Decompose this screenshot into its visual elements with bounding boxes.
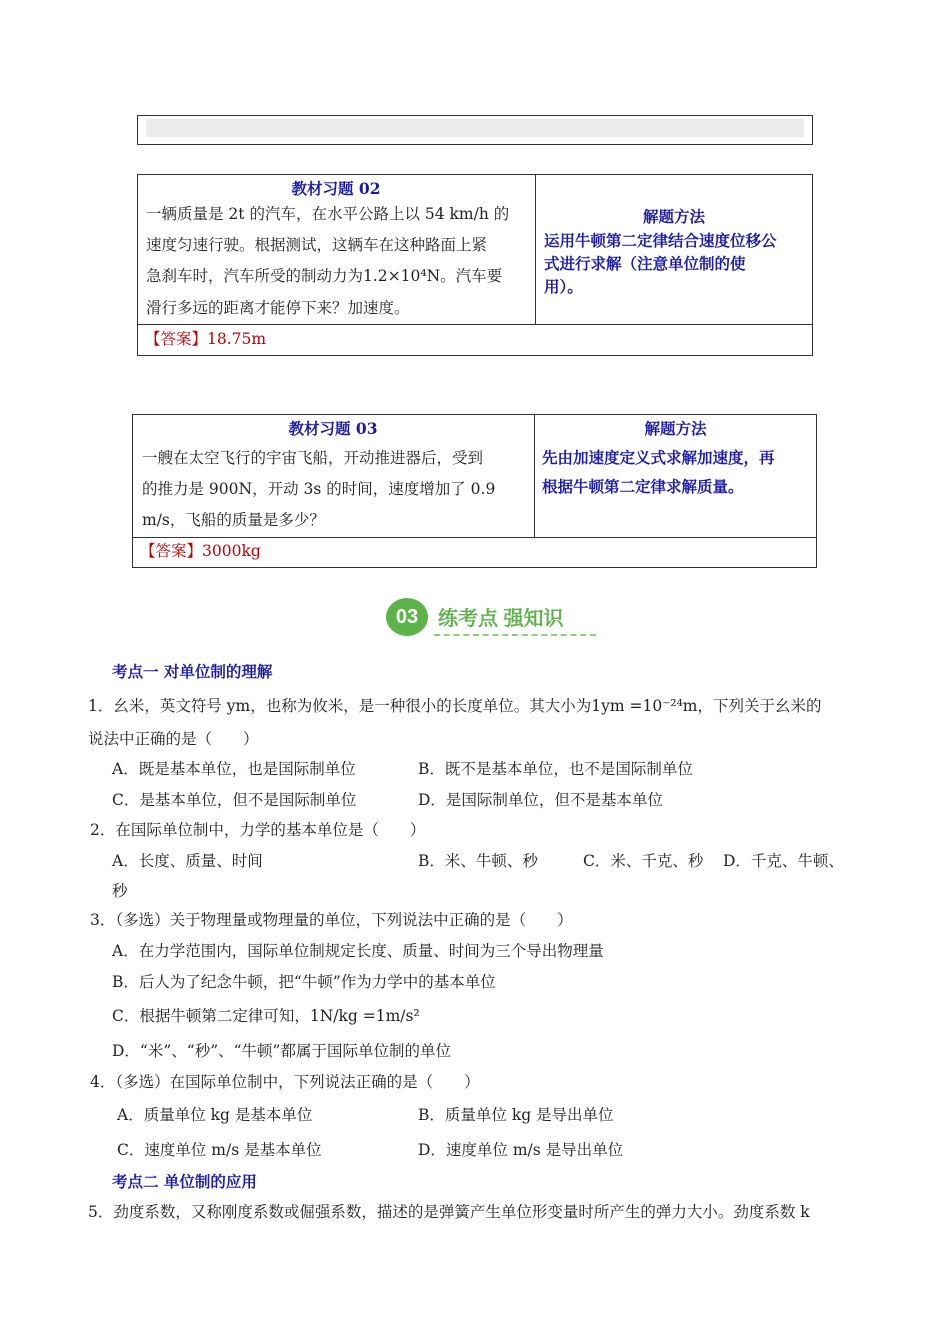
top-empty-box [137, 115, 813, 145]
knowledge-point-2-heading: 考点二 单位制的应用 [112, 1172, 257, 1191]
question-1-option-a: A．既是基本单位，也是国际制单位 [112, 760, 356, 778]
exercise-02-method-title: 解题方法 [642, 207, 705, 226]
question-3-stem: 3．（多选）关于物理量或物理量的单位，下列说法中正确的是（ ） [90, 911, 573, 929]
exercise-03-method-line: 根据牛顿第二定律求解质量。 [542, 477, 744, 496]
question-1-stem: 1．幺米，英文符号 ym，也称为攸米，是一种很小的长度单位。其大小为1ym =10⁻²⁴m，下列关于幺米的 [88, 697, 822, 715]
exercise-02-method-line: 式进行求解（注意单位制的使 [544, 254, 746, 273]
exercise-03-method-line: 先由加速度定义式求解加速度，再 [542, 448, 775, 467]
exercise-02-answer: 【答案】18.75m [145, 330, 267, 348]
exercise-02-method-line: 运用牛顿第二定律结合速度位移公 [544, 231, 777, 250]
exercise-02-question-line: 急刹车时，汽车所受的制动力为1.2×10⁴N。汽车要 [146, 267, 503, 285]
question-5-stem: 5．劲度系数，又称刚度系数或倔强系数，描述的是弹簧产生单位形变量时所产生的弹力大小。劲度系数 k [88, 1203, 810, 1221]
section-banner-underline [434, 634, 596, 636]
exercise-02-method-line: 用）。 [544, 277, 583, 296]
exercise-03-method-title: 解题方法 [644, 419, 707, 438]
question-4-option-a: A．质量单位 kg 是基本单位 [117, 1106, 313, 1124]
exercise-02-question-line: 一辆质量是 2t 的汽车，在水平公路上以 54 km/h 的 [146, 205, 510, 223]
exercise-03-question-line: m/s，飞船的质量是多少？ [142, 511, 325, 529]
question-2-option-a: A．长度、质量、时间 [112, 852, 263, 870]
question-4-option-d: D．速度单位 m/s 是导出单位 [418, 1141, 624, 1159]
question-2-option-d: D．千克、牛顿、 [723, 852, 844, 870]
exercise-02-question-line: 滑行多远的距离才能停下来？加速度。 [146, 299, 410, 317]
question-2-stem: 2．在国际单位制中，力学的基本单位是（ ） [90, 821, 426, 839]
question-4-option-b: B．质量单位 kg 是导出单位 [418, 1106, 614, 1124]
question-2-option-c: C．米、千克、秒 [583, 852, 704, 870]
section-number: 03 [395, 606, 419, 628]
question-1-option-c: C．是基本单位，但不是国际制单位 [112, 791, 357, 809]
question-3-option-b: B．后人为了纪念牛顿，把“牛顿”作为力学中的基本单位 [112, 973, 496, 991]
exercise-03-divider-horizontal [133, 537, 816, 538]
question-3-option-d: D．“米”、“秒”、“牛顿”都属于国际单位制的单位 [112, 1042, 451, 1060]
exercise-02-divider-vertical [535, 175, 536, 325]
question-4-stem: 4．（多选）在国际单位制中，下列说法正确的是（ ） [90, 1073, 480, 1091]
question-2-option-b: B．米、牛顿、秒 [418, 852, 538, 870]
exercise-02-divider-horizontal [138, 324, 812, 325]
exercise-03-question-line: 一艘在太空飞行的宇宙飞船，开动推进器后，受到 [142, 449, 484, 467]
section-banner-text: 练考点 强知识 [438, 608, 564, 630]
question-3-option-c: C．根据牛顿第二定律可知，1N/kg =1m/s² [112, 1007, 420, 1025]
question-2-option-d-cont: 秒 [112, 882, 128, 900]
exercise-03-question-line: 的推力是 900N，开动 3s 的时间，速度增加了 0.9 [142, 480, 496, 498]
exercise-03-title: 教材习题 03 [288, 419, 378, 438]
knowledge-point-1-heading: 考点一 对单位制的理解 [112, 662, 273, 681]
question-3-option-a: A．在力学范围内，国际单位制规定长度、质量、时间为三个导出物理量 [112, 942, 604, 960]
question-1-option-b: B．既不是基本单位，也不是国际制单位 [418, 760, 693, 778]
question-1-stem-cont: 说法中正确的是（ ） [88, 730, 259, 748]
top-box-shading [146, 119, 804, 137]
section-banner [386, 598, 598, 640]
question-1-option-d: D．是国际制单位，但不是基本单位 [418, 791, 663, 809]
exercise-03-answer: 【答案】3000kg [140, 542, 261, 560]
exercise-02-title: 教材习题 02 [291, 179, 381, 198]
exercise-02-question-line: 速度匀速行驶。根据测试，这辆车在这种路面上紧 [146, 236, 488, 254]
question-4-option-c: C．速度单位 m/s 是基本单位 [117, 1141, 322, 1159]
section-number-circle [386, 598, 428, 636]
